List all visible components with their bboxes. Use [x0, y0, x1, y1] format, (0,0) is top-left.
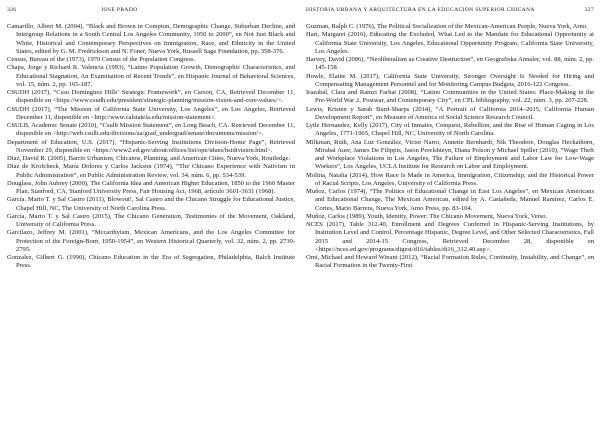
reference-entry: Lewis, Kristen y Sarah Burd-Sharps (2014), “A Portrait of California 2014–2015, California Human Development Report”, en Measure of America of Social Science Research Council.	[306, 105, 594, 121]
reference-entry: Diaz, David R. (2005), Barrio Urbanism, Chicanos, Planning, and American Cities, Nueva York, Routledge.	[7, 155, 291, 162]
left-running-head: JOSÉ PRADO	[101, 7, 138, 13]
reference-entry: Irazabal, Clara and Ramzi Farhat (2008), “Latino Communities in the United States: Place-Making in the Pre-World War 2, Postwar, and Contemporary City”, en CPL bibliography, vol. 22, núm. 3, pp. 207-228.	[306, 89, 594, 105]
reference-entry: Gonzalez, Gilbert G. (1990), Chicano Education in the Era of Segregation, Philadelphia, Balch Institute Press.	[7, 254, 295, 270]
reference-entry: Census, Bureau of the (1973), 1970 Census of the Population Congress.	[7, 56, 196, 63]
right-reference-list	[306, 23, 594, 271]
reference-entry: Howle, Elaine M. (2017), California State University, Stronger Oversight Is Needed for Hiring and Compensating Management Personnel and for Monitoring Campus Budgets, 2016-122 Congress.	[306, 72, 594, 88]
reference-entry: CSUDH (2017), “The Mission of California State University, Los Angeles”, en Los Angeles, Retrieved December 11, disponible en <http://www.calstatela.edu/mission-statement>.	[7, 105, 295, 121]
reference-entry: Milkman, Ruth, Ana Luz González, Victor Narro, Annette Bernhardt, Nik Theodore, Douglas Heckathorn, Mirabai Auer, James De Filippis, Jason Perelshteyn, Diana Polson y Michael Spiller (2010), “Wage Theft and Workplace Violations in Los Angeles, The Failure of Employment and Labor Law for Low-Wage Workers”, Los Ángeles, UCLA Institute for Research on Labor and Employment.	[306, 138, 594, 171]
left-reference-list	[7, 23, 295, 271]
reference-entry: NCES (2017), Table 312.40, Enrollment and Degrees Conferred in Hispanic-Serving Institutions, by Institution Level and Control, Percentage Hispanic, Degree Level, and Other Selected Characteristics, Fall 2015 and 2014-15 Congress, Retrieved December 28, disponible en <https://nces.ed.gov/programs/digest/d16/tables/dt16_312.40.asp>.	[306, 221, 594, 253]
reference-entry: Muñoz, Carlos (1974), “The Politics of Educational Change in East Los Angeles”, en Mexican Americans and Educational Change, The Mexican American, edited by A. Castañeda, Manuel Ramírez, Carlos E. Cortes, Mario Barrera, Nueva York, Arno Press, pp. 83-104.	[306, 188, 594, 212]
reference-entry: Molina, Natalia (2014), How Race Is Made in America, Immigration, Citizenship, and the Historical Power of Racial Scripts, Los Angeles, University of California Press.	[306, 171, 594, 187]
reference-entry: Harvey, David (2006), “Neoliberalism as Creative Destruction”, en Geografiska Annaler, vol. 88, núm. 2, pp. 145-158.	[306, 56, 594, 72]
left-page-number: 326	[7, 7, 17, 13]
right-page-header	[306, 7, 594, 19]
left-page	[7, 7, 295, 427]
reference-entry: Muñoz, Carlos (1989), Youth, Identity, Power: The Chicano Movement, Nueva York, Verso.	[306, 212, 548, 220]
reference-entry: García, Mario T. y Sal Castro (2011), Blowout!, Sal Castro and the Chicano Struggle for Educational Justice, Chapel Hill, NC, The University of North Carolina Press.	[7, 196, 295, 212]
reference-entry: CSUDH (2017), “Cssu Dominguez Hills’ Strategic Framework”, en Carson, CA, Retrieved December 11, disponible en <https://www.csudh.edu/president/strategic-planning/mission-vision-and-core-values/>.	[7, 89, 295, 105]
reference-entry: García, Mario T. y Sal Castro (2015), The Chicano Generation, Testimonies of the Movement, Oakland, University of California Press.	[7, 212, 295, 228]
reference-entry: Douglass, John Aubrey (2000), The California Idea and American Higher Education, 1850 to the 1960 Master Plan, Stanford, CA, Stanford University Press, Fair Housing Act, 1968, artículo 3601-3631 (1968).	[7, 179, 295, 195]
reference-entry: CSULB, Academic Senate (2010), “Csulb Mission Statement”, en Long Beach, CA. Retrieved December 11, disponible en <http://web.csulb.edu/divisions/aa/grad_undergrad/senate/documents/mission/>.	[7, 122, 295, 138]
right-running-head: HISTORIA URBANA Y ARQUITECTURA EN LA EDUCACIÓN SUPERIOR CHICANA	[306, 7, 535, 13]
reference-entry: Department of Education, U.S. (2017), “Hispanic-Serving Institutions Division-Home Page”, Retrieved November 29, disponible en <https://www2.ed.gov/about/offices/list/ope/idues/hsidivision.html>.	[7, 138, 295, 154]
reference-entry: Diaz de Krofcheck, María Dolores y Carlos Jackson (1974), “The Chicano Experience with Nativism in Public Administration”, en Public Administration Review, vol. 34, núm. 6, pp. 534-539.	[7, 163, 295, 179]
right-page	[306, 7, 594, 427]
right-page-number: 327	[584, 7, 594, 13]
reference-entry: Camarillo, Albert M. (2004), “Black and Brown in Compton, Demographic Change, Suburban Decline, and Intergroup Relations in a South Central Los Angeles Community, 1950 to 2000”, en Not Just Black and White, Historical and Contemporary Perspectives on Immigration, Race, and Ethnicity in the United States, edited by G. M. Fredrickson and N. Foner, Nueva York, Russell Sage Foundation, pp. 358-376.	[7, 23, 295, 55]
reference-entry: Chapa, Jorge y Richard R. Valencia (1993), “Latino Population Growth, Demographic Characteristics, and Educational Stagnation, An Examination of Recent Trends”, en Hispanic Journal of Behavioral Sciences, vol. 15, núm. 2, pp. 165-187.	[7, 64, 295, 88]
reference-entry: Hart, Margaret (2016), Educating the Excluded, What Led to the Mandate for Educational Opportunity at California State University, Los Angeles, Educational Opportunity Program, California State University, Los Angeles.	[306, 31, 594, 55]
reference-entry: Garcilazo, Jeffrey M. (2001), “Mccarthyism, Mexican Americans, and the Los Angeles Committee for Protection of the Foreign-Born, 1950-1954”, en Western Historical Quarterly, vol. 32, núm. 2, pp. 2730-2795.	[7, 229, 295, 253]
reference-entry: Guzman, Ralph C. (1976), The Political Socialization of the Mexican-American People, Nueva York, Arno.	[306, 23, 588, 30]
reference-entry: Lytle Hernandez, Kelly (2017), City of Inmates, Conquest, Rebellion, and the Rise of Human Caging in Los Angeles, 1771-1965, Chapel Hill, NC, University of North Carolina.	[306, 122, 594, 138]
left-page-header	[7, 7, 295, 19]
reference-entry: Omi, Michael and Howard Winant (2012), “Racial Formation Rules, Continuity, Instability, and Change”, en Racial Formation in the Twenty-First	[306, 254, 594, 270]
